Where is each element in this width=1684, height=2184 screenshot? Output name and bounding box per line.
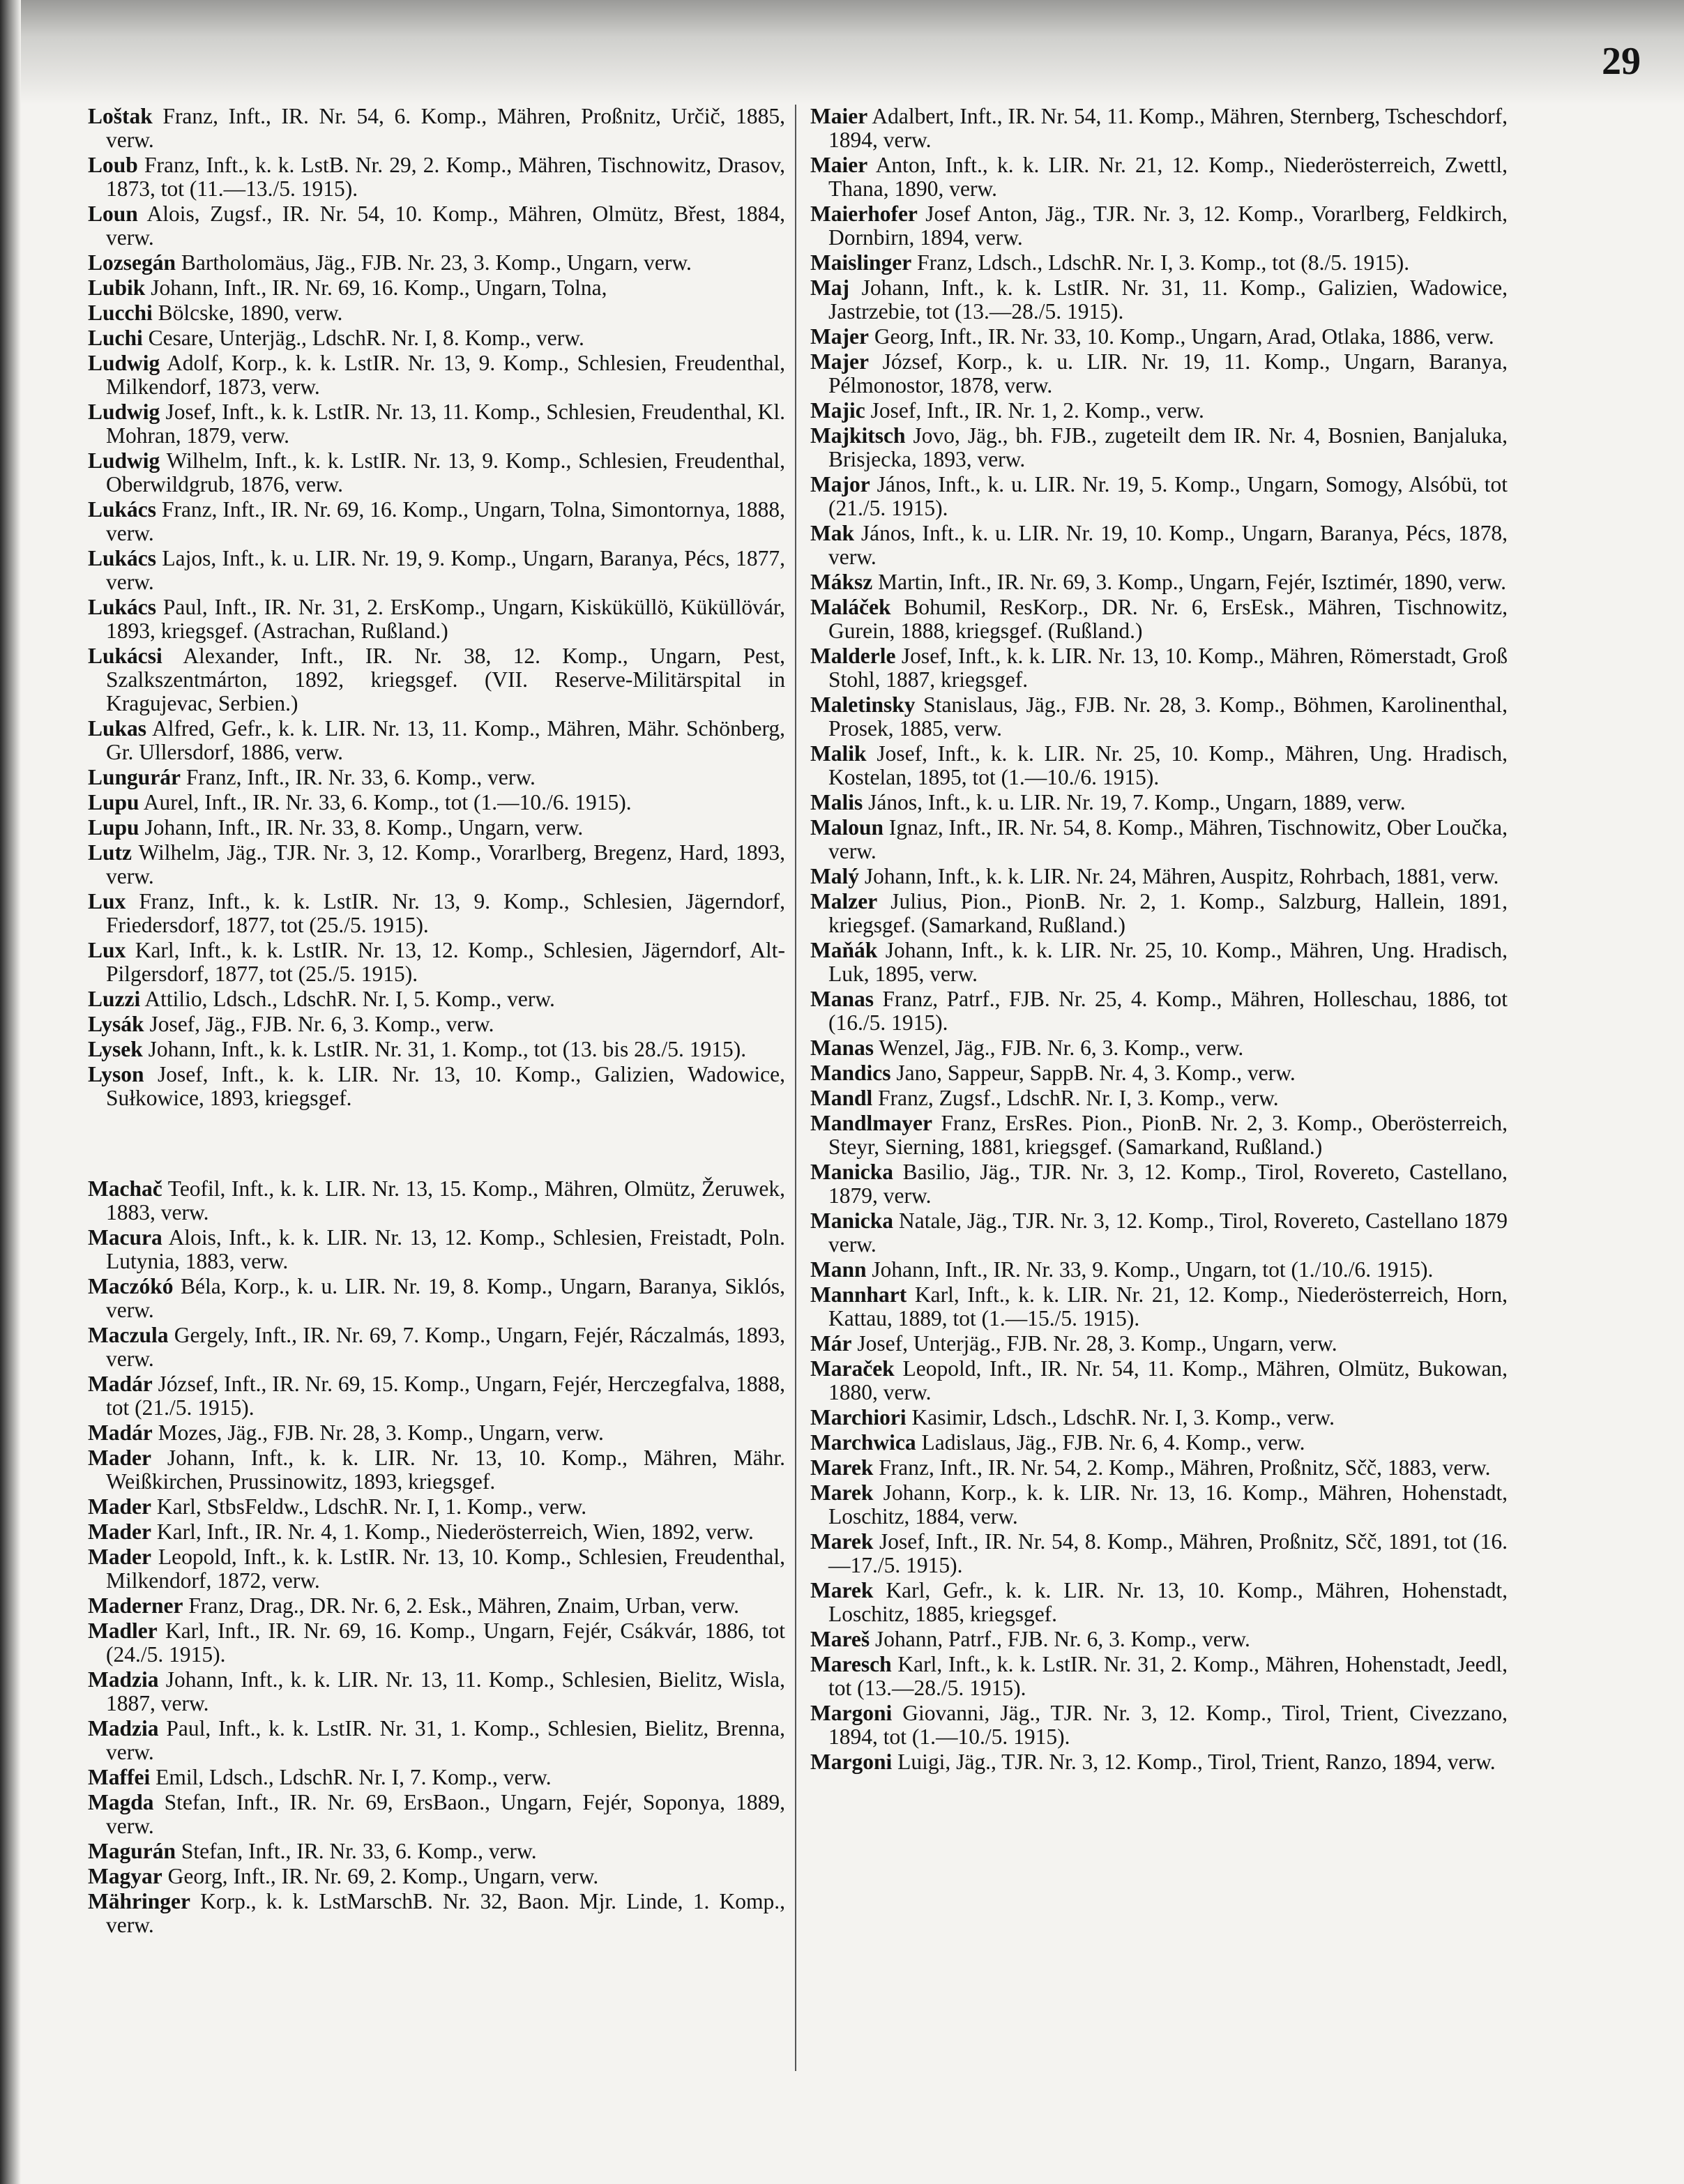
scan-shadow-top xyxy=(0,0,1684,105)
entry-surname: Lupu xyxy=(88,815,139,840)
entry-details: Natale, Jäg., TJR. Nr. 3, 12. Komp., Tirol, Rovereto, Castellano 1879 verw. xyxy=(828,1208,1508,1257)
entry-details: Alfred, Gefr., k. k. LIR. Nr. 13, 11. Komp., Mähren, Mähr. Schönberg, Gr. Ullersdorf, 1886, verw. xyxy=(106,716,786,764)
entry-surname: Lyson xyxy=(88,1062,144,1086)
entry-details: Béla, Korp., k. u. LIR. Nr. 19, 8. Komp., Ungarn, Baranya, Siklós, verw. xyxy=(106,1274,785,1322)
list-entry xyxy=(810,350,1508,397)
left-column xyxy=(88,105,785,1939)
list-entry xyxy=(88,449,785,496)
entry-surname: Manas xyxy=(810,1036,874,1060)
entry-details: Wilhelm, Jäg., TJR. Nr. 3, 12. Komp., Vorarlberg, Bregenz, Hard, 1893, verw. xyxy=(106,840,785,888)
entry-details: Wilhelm, Inft., k. k. LstIR. Nr. 13, 9. Komp., Schlesien, Freudenthal, Oberwildgrub, 1876, verw. xyxy=(106,448,785,496)
entry-surname: Lukácsi xyxy=(88,644,162,668)
entry-details: Martin, Inft., IR. Nr. 69, 3. Komp., Ungarn, Fejér, Isztimér, 1890, verw. xyxy=(878,570,1507,594)
list-entry xyxy=(810,251,1508,275)
entry-details: Gergely, Inft., IR. Nr. 69, 7. Komp., Ungarn, Fejér, Ráczalmás, 1893, verw. xyxy=(106,1323,786,1371)
entry-details: Josef, Inft., k. k. LIR. Nr. 13, 10. Komp., Mähren, Römerstadt, Groß Stohl, 1887, kriegsgef. xyxy=(828,644,1508,692)
entry-details: Stefan, Inft., IR. Nr. 33, 6. Komp., verw. xyxy=(181,1839,537,1863)
entry-surname: Madár xyxy=(88,1372,153,1396)
entry-details: Alois, Inft., k. k. LIR. Nr. 13, 12. Komp., Schlesien, Freistadt, Poln. Lutynia, 1883, verw. xyxy=(106,1225,786,1273)
list-entry xyxy=(810,1332,1508,1356)
entry-surname: Marek xyxy=(810,1480,874,1505)
entry-details: Franz, Inft., k. k. LstB. Nr. 29, 2. Komp., Mähren, Tischnowitz, Drasov, 1873, tot (11.—13./5. 1915). xyxy=(106,153,786,201)
list-entry xyxy=(88,766,785,789)
list-entry xyxy=(810,791,1508,814)
list-entry xyxy=(88,1520,785,1544)
entry-details: Cesare, Unterjäg., LdschR. Nr. I, 8. Komp., verw. xyxy=(148,326,584,350)
entry-surname: Mannhart xyxy=(810,1282,907,1307)
entry-details: Franz, Inft., IR. Nr. 69, 16. Komp., Ungarn, Tolna, Simontornya, 1888, verw. xyxy=(106,497,786,545)
entry-surname: Maletinsky xyxy=(810,692,916,717)
entry-surname: Malderle xyxy=(810,644,896,668)
entry-surname: Madzia xyxy=(88,1716,159,1741)
entry-surname: Lucchi xyxy=(88,301,153,325)
list-entry xyxy=(88,1619,785,1667)
entry-details: Lajos, Inft., k. u. LIR. Nr. 19, 9. Komp., Ungarn, Baranya, Pécs, 1877, verw. xyxy=(106,546,785,594)
list-entry xyxy=(88,1890,785,1937)
list-entry xyxy=(88,1495,785,1519)
entry-surname: Maczókó xyxy=(88,1274,174,1298)
list-entry xyxy=(88,202,785,250)
list-entry xyxy=(88,153,785,201)
entry-details: Aurel, Inft., IR. Nr. 33, 6. Komp., tot (1.—10./6. 1915). xyxy=(143,790,632,814)
list-entry xyxy=(88,1372,785,1420)
list-entry xyxy=(810,1283,1508,1330)
list-entry xyxy=(810,1258,1508,1282)
list-entry xyxy=(88,939,785,986)
entry-details: Julius, Pion., PionB. Nr. 2, 1. Komp., Salzburg, Hallein, 1891, kriegsgef. (Samarkand, Rußland.) xyxy=(828,889,1508,937)
list-entry xyxy=(810,1579,1508,1626)
entry-surname: Lubik xyxy=(88,275,146,300)
entry-details: Johann, Inft., k. k. LIR. Nr. 13, 11. Komp., Schlesien, Bielitz, Wisla, 1887, verw. xyxy=(106,1667,785,1715)
list-entry xyxy=(88,1421,785,1445)
entry-details: Josef, Inft., k. k. LIR. Nr. 25, 10. Komp., Mähren, Ung. Hradisch, Kostelan, 1895, tot (1.—10./6. 1915). xyxy=(828,741,1508,789)
entry-details: Bartholomäus, Jäg., FJB. Nr. 23, 3. Komp., Ungarn, verw. xyxy=(181,250,692,275)
entry-details: Kasimir, Ldsch., LdschR. Nr. I, 3. Komp., verw. xyxy=(911,1405,1335,1430)
list-entry xyxy=(810,1112,1508,1159)
entry-surname: Madler xyxy=(88,1618,158,1643)
entry-surname: Majer xyxy=(810,349,869,374)
entry-surname: Majer xyxy=(810,324,869,349)
entry-details: Johann, Inft., IR. Nr. 33, 8. Komp., Ungarn, verw. xyxy=(144,815,584,840)
entry-details: Jano, Sappeur, SappB. Nr. 4, 3. Komp., verw. xyxy=(896,1061,1296,1085)
list-entry xyxy=(88,351,785,399)
entry-surname: Maislinger xyxy=(810,250,912,275)
entry-details: Alexander, Inft., IR. Nr. 38, 12. Komp., Ungarn, Pest, Szalkszentmárton, 1892, kriegsgef. (VII. Reserve-Militärspital in Kragujevac, Serbien.) xyxy=(106,644,786,715)
entry-surname: Mandlmayer xyxy=(810,1111,932,1135)
list-entry xyxy=(810,644,1508,692)
entry-surname: Maierhofer xyxy=(810,202,918,226)
entry-surname: Maresch xyxy=(810,1652,892,1676)
entry-surname: Mandl xyxy=(810,1086,873,1110)
entry-surname: Magurán xyxy=(88,1839,176,1863)
list-entry xyxy=(810,693,1508,741)
list-entry xyxy=(88,547,785,594)
entry-surname: Lupu xyxy=(88,790,139,814)
list-entry xyxy=(810,1061,1508,1085)
section-gap xyxy=(88,1112,785,1177)
entry-surname: Loub xyxy=(88,153,138,177)
list-entry xyxy=(88,791,785,814)
list-entry xyxy=(810,1357,1508,1404)
entry-details: Johann, Inft., k. k. LIR. Nr. 25, 10. Komp., Mähren, Ung. Hradisch, Luk, 1895, verw. xyxy=(828,938,1508,986)
entry-details: Karl, Inft., IR. Nr. 69, 16. Komp., Ungarn, Fejér, Csákvár, 1886, tot (24./5. 1915). xyxy=(106,1618,785,1667)
list-entry xyxy=(810,1036,1508,1060)
entry-surname: Manas xyxy=(810,987,874,1011)
entry-surname: Majic xyxy=(810,398,865,423)
list-entry xyxy=(88,400,785,448)
list-entry xyxy=(810,1160,1508,1208)
entry-details: Josef, Inft., IR. Nr. 54, 8. Komp., Mähren, Proßnitz, Sčč, 1891, tot (16.—17./5. 1915). xyxy=(828,1529,1508,1577)
list-entry xyxy=(88,1063,785,1110)
entry-surname: Loun xyxy=(88,202,138,226)
entry-details: Karl, Inft., k. k. LIR. Nr. 21, 12. Komp., Niederösterreich, Horn, Kattau, 1889, tot (1.—15./5. 1915). xyxy=(828,1282,1508,1330)
list-entry xyxy=(88,498,785,545)
entry-surname: Maňák xyxy=(810,938,878,962)
entry-details: Franz, Inft., IR. Nr. 54, 2. Komp., Mähren, Proßnitz, Sčč, 1883, verw. xyxy=(879,1455,1491,1480)
entry-surname: Mandics xyxy=(810,1061,891,1085)
entry-details: Adalbert, Inft., IR. Nr. 54, 11. Komp., Mähren, Sternberg, Tscheschdorf, 1894, verw. xyxy=(828,104,1508,152)
entry-details: Leopold, Inft., k. k. LstIR. Nr. 13, 10. Komp., Schlesien, Freudenthal, Milkendorf, 1872, verw. xyxy=(106,1545,786,1593)
list-entry xyxy=(810,1406,1508,1430)
entry-details: Adolf, Korp., k. k. LstIR. Nr. 13, 9. Komp., Schlesien, Freudenthal, Milkendorf, 1873, verw. xyxy=(106,351,785,399)
entry-surname: Lutz xyxy=(88,840,132,865)
page-number: 29 xyxy=(1602,40,1641,83)
entry-details: Johann, Inft., k. k. LstIR. Nr. 31, 11. Komp., Galizien, Wadowice, Jastrzebie, tot (13.—28./5. 1915). xyxy=(828,275,1508,324)
entry-details: Franz, Inft., IR. Nr. 33, 6. Komp., verw. xyxy=(185,765,536,789)
list-entry xyxy=(810,1653,1508,1700)
entry-surname: Lukas xyxy=(88,716,147,741)
entry-surname: Maraček xyxy=(810,1356,895,1381)
entry-details: Attilio, Ldsch., LdschR. Nr. I, 5. Komp., verw. xyxy=(144,987,555,1011)
entry-details: Josef, Jäg., FJB. Nr. 6, 3. Komp., verw. xyxy=(149,1012,494,1036)
list-entry xyxy=(88,1791,785,1838)
entry-surname: Major xyxy=(810,472,870,496)
list-entry xyxy=(810,1431,1508,1455)
list-entry xyxy=(810,890,1508,937)
entry-surname: Maj xyxy=(810,275,849,300)
entry-surname: Lysek xyxy=(88,1037,143,1061)
entry-surname: Ludwig xyxy=(88,351,160,375)
entry-details: Leopold, Inft., IR. Nr. 54, 11. Komp., Mähren, Olmütz, Bukowan, 1880, verw. xyxy=(828,1356,1508,1404)
list-entry xyxy=(810,325,1508,349)
list-entry xyxy=(810,424,1508,471)
entry-details: József, Inft., IR. Nr. 69, 15. Komp., Ungarn, Fejér, Herczegfalva, 1888, tot (21./5. 1915). xyxy=(106,1372,785,1420)
entry-details: Josef, Unterjäg., FJB. Nr. 28, 3. Komp., Ungarn, verw. xyxy=(857,1331,1337,1356)
entry-surname: Maderner xyxy=(88,1593,183,1618)
list-entry xyxy=(88,1668,785,1715)
list-entry xyxy=(88,987,785,1011)
list-entry xyxy=(88,1717,785,1764)
list-entry xyxy=(88,1226,785,1273)
list-entry xyxy=(810,1701,1508,1749)
entry-surname: Mader xyxy=(88,1494,151,1519)
list-entry xyxy=(88,105,785,152)
entry-surname: Macura xyxy=(88,1225,162,1250)
entry-details: Teofil, Inft., k. k. LIR. Nr. 13, 15. Komp., Mähren, Olmütz, Žeruwek, 1883, verw. xyxy=(106,1176,785,1224)
entry-details: Stanislaus, Jäg., FJB. Nr. 28, 3. Komp., Böhmen, Karolinenthal, Prosek, 1885, verw. xyxy=(828,692,1508,741)
entry-details: Karl, Inft., k. k. LstIR. Nr. 31, 2. Komp., Mähren, Hohenstadt, Jeedl, tot (13.—28./5. 1915). xyxy=(828,1652,1508,1700)
entry-details: Karl, Inft., IR. Nr. 4, 1. Komp., Niederösterreich, Wien, 1892, verw. xyxy=(156,1519,754,1544)
entry-surname: Mann xyxy=(810,1257,867,1282)
entry-surname: Magyar xyxy=(88,1864,162,1888)
list-entry xyxy=(88,326,785,350)
entry-details: Paul, Inft., IR. Nr. 31, 2. ErsKomp., Ungarn, Kisküküllö, Küküllövár, 1893, kriegsgef. (Astrachan, Rußland.) xyxy=(106,595,785,643)
list-entry xyxy=(88,276,785,300)
entry-details: Giovanni, Jäg., TJR. Nr. 3, 12. Komp., Tirol, Trient, Civezzano, 1894, tot (1.—10./5. 1915). xyxy=(828,1701,1508,1749)
right-column xyxy=(810,105,1508,1775)
entry-surname: Madár xyxy=(88,1420,153,1445)
entry-surname: Majkitsch xyxy=(810,423,906,448)
entry-surname: Magda xyxy=(88,1790,154,1814)
list-entry xyxy=(810,522,1508,569)
entry-details: Emil, Ldsch., LdschR. Nr. I, 7. Komp., verw. xyxy=(155,1765,552,1789)
column-divider xyxy=(795,105,796,2071)
entry-details: Franz, Patrf., FJB. Nr. 25, 4. Komp., Mähren, Holleschau, 1886, tot (16./5. 1915). xyxy=(828,987,1508,1035)
entry-surname: Machač xyxy=(88,1176,162,1201)
entry-details: Jovo, Jäg., bh. FJB., zugeteilt dem IR. Nr. 4, Bosnien, Banjaluka, Brisjecka, 1893, verw. xyxy=(828,423,1508,471)
list-entry xyxy=(88,1324,785,1371)
list-entry xyxy=(810,473,1508,520)
entry-details: János, Inft., k. u. LIR. Nr. 19, 7. Komp., Ungarn, 1889, verw. xyxy=(868,790,1406,814)
entry-surname: Marchwica xyxy=(810,1430,916,1455)
entry-surname: Maffei xyxy=(88,1765,151,1789)
entry-surname: Máksz xyxy=(810,570,873,594)
entry-surname: Mader xyxy=(88,1519,151,1544)
entry-surname: Maloun xyxy=(810,815,884,840)
list-entry xyxy=(88,816,785,840)
list-entry xyxy=(810,202,1508,250)
entry-surname: Mareš xyxy=(810,1627,870,1651)
list-entry xyxy=(88,596,785,643)
entry-details: Franz, ErsRes. Pion., PionB. Nr. 2, 3. Komp., Oberösterreich, Steyr, Sierning, 1881, kriegsgef. (Samarkand, Rußland.) xyxy=(828,1111,1508,1159)
entry-surname: Ludwig xyxy=(88,400,160,424)
entry-surname: Marek xyxy=(810,1578,874,1602)
entry-surname: Marek xyxy=(810,1455,874,1480)
entry-surname: Mader xyxy=(88,1545,151,1569)
list-entry xyxy=(88,301,785,325)
list-entry xyxy=(810,865,1508,888)
list-entry xyxy=(810,153,1508,201)
entry-surname: Maláček xyxy=(810,595,891,619)
entry-surname: Maczula xyxy=(88,1323,169,1347)
entry-surname: Luchi xyxy=(88,326,143,350)
entry-details: Georg, Inft., IR. Nr. 69, 2. Komp., Ungarn, verw. xyxy=(167,1864,599,1888)
list-entry xyxy=(88,1013,785,1036)
entry-details: Franz, Ldsch., LdschR. Nr. I, 3. Komp., tot (8./5. 1915). xyxy=(917,250,1410,275)
entry-details: Karl, Inft., k. k. LstIR. Nr. 13, 12. Komp., Schlesien, Jägerndorf, Alt-Pilgersdorf, 1877, tot (25./5. 1915). xyxy=(106,938,786,986)
entry-details: Franz, Inft., k. k. LstIR. Nr. 13, 9. Komp., Schlesien, Jägerndorf, Friedersdorf, 1877, tot (25./5. 1915). xyxy=(106,889,785,937)
entry-surname: Lukács xyxy=(88,595,157,619)
list-entry xyxy=(88,1275,785,1322)
list-entry xyxy=(88,251,785,275)
entry-details: Basilio, Jäg., TJR. Nr. 3, 12. Komp., Tirol, Rovereto, Castellano, 1879, verw. xyxy=(828,1160,1508,1208)
entry-details: Georg, Inft., IR. Nr. 33, 10. Komp., Ungarn, Arad, Otlaka, 1886, verw. xyxy=(874,324,1494,349)
entry-details: Johann, Inft., k. k. LIR. Nr. 24, Mähren, Auspitz, Rohrbach, 1881, verw. xyxy=(864,864,1499,888)
list-entry xyxy=(88,644,785,715)
entry-surname: Lux xyxy=(88,889,126,913)
list-entry xyxy=(88,1545,785,1593)
list-entry xyxy=(88,1594,785,1618)
entry-details: Josef, Inft., IR. Nr. 1, 2. Komp., verw. xyxy=(870,398,1204,423)
entry-surname: Manicka xyxy=(810,1160,894,1184)
entry-surname: Malik xyxy=(810,741,867,766)
entry-surname: Marchiori xyxy=(810,1405,907,1430)
entry-details: Franz, Drag., DR. Nr. 6, 2. Esk., Mähren, Znaim, Urban, verw. xyxy=(188,1593,739,1618)
entry-surname: Maier xyxy=(810,153,868,177)
entry-details: Ladislaus, Jäg., FJB. Nr. 6, 4. Komp., verw. xyxy=(921,1430,1305,1455)
list-entry xyxy=(88,1038,785,1061)
entry-details: János, Inft., k. u. LIR. Nr. 19, 5. Komp., Ungarn, Somogy, Alsóbü, tot (21./5. 1915). xyxy=(828,472,1508,520)
list-entry xyxy=(810,1086,1508,1110)
list-entry xyxy=(810,1628,1508,1651)
entry-details: Johann, Inft., k. k. LIR. Nr. 13, 10. Komp., Mähren, Mähr. Weißkirchen, Prussinowitz, 1893, kriegsgef. xyxy=(106,1446,786,1494)
entry-details: Johann, Inft., IR. Nr. 33, 9. Komp., Ungarn, tot (1./10./6. 1915). xyxy=(872,1257,1434,1282)
entry-surname: Malzer xyxy=(810,889,878,913)
entry-details: Bohumil, ResKorp., DR. Nr. 6, ErsEsk., Mähren, Tischnowitz, Gurein, 1888, kriegsgef. (Rußland.) xyxy=(828,595,1508,643)
entry-details: Franz, Zugsf., LdschR. Nr. I, 3. Komp., verw. xyxy=(878,1086,1279,1110)
list-entry xyxy=(810,596,1508,643)
entry-surname: Margoni xyxy=(810,1750,893,1774)
entry-details: János, Inft., k. u. LIR. Nr. 19, 10. Komp., Ungarn, Baranya, Pécs, 1878, verw. xyxy=(828,521,1508,569)
entry-details: Josef, Inft., k. k. LstIR. Nr. 13, 11. Komp., Schlesien, Freudenthal, Kl. Mohran, 1879, verw. xyxy=(106,400,786,448)
entry-details: Alois, Zugsf., IR. Nr. 54, 10. Komp., Mähren, Olmütz, Břest, 1884, verw. xyxy=(106,202,786,250)
entry-details: Josef, Inft., k. k. LIR. Nr. 13, 10. Komp., Galizien, Wadowice, Sułkowice, 1893, kriegsgef. xyxy=(106,1062,785,1110)
entry-details: Johann, Patrf., FJB. Nr. 6, 3. Komp., verw. xyxy=(875,1627,1250,1651)
entry-details: Mozes, Jäg., FJB. Nr. 28, 3. Komp., Ungarn, verw. xyxy=(158,1420,604,1445)
entry-details: Paul, Inft., k. k. LstIR. Nr. 31, 1. Komp., Schlesien, Bielitz, Brenna, verw. xyxy=(106,1716,786,1764)
list-entry xyxy=(810,1750,1508,1774)
list-entry xyxy=(810,939,1508,986)
entry-surname: Luzzi xyxy=(88,987,141,1011)
entry-surname: Malý xyxy=(810,864,859,888)
entry-surname: Margoni xyxy=(810,1701,893,1725)
entry-surname: Mähringer xyxy=(88,1889,190,1913)
list-entry xyxy=(88,1865,785,1888)
entry-details: Josef Anton, Jäg., TJR. Nr. 3, 12. Komp., Vorarlberg, Feldkirch, Dornbirn, 1894, verw. xyxy=(828,202,1508,250)
entry-surname: Már xyxy=(810,1331,852,1356)
list-entry xyxy=(88,1177,785,1224)
entry-details: Luigi, Jäg., TJR. Nr. 3, 12. Komp., Tirol, Trient, Ranzo, 1894, verw. xyxy=(897,1750,1496,1774)
list-entry xyxy=(88,890,785,937)
entry-details: Johann, Korp., k. k. LIR. Nr. 13, 16. Komp., Mähren, Hohenstadt, Loschitz, 1884, verw. xyxy=(828,1480,1508,1529)
list-entry xyxy=(810,276,1508,324)
entry-surname: Maier xyxy=(810,104,868,128)
entry-surname: Manicka xyxy=(810,1208,894,1233)
entry-surname: Ludwig xyxy=(88,448,160,473)
entry-details: Ignaz, Inft., IR. Nr. 54, 8. Komp., Mähren, Tischnowitz, Ober Loučka, verw. xyxy=(828,815,1508,863)
entry-details: Franz, Inft., IR. Nr. 54, 6. Komp., Mähren, Proßnitz, Určič, 1885, verw. xyxy=(106,104,786,152)
entry-surname: Marek xyxy=(810,1529,874,1554)
entry-details: Johann, Inft., IR. Nr. 69, 16. Komp., Ungarn, Tolna, xyxy=(151,275,607,300)
entry-details: József, Korp., k. u. LIR. Nr. 19, 11. Komp., Ungarn, Baranya, Pélmonostor, 1878, verw. xyxy=(828,349,1508,397)
list-entry xyxy=(88,1446,785,1494)
entry-surname: Mader xyxy=(88,1446,151,1470)
list-entry xyxy=(810,1481,1508,1529)
list-entry xyxy=(810,1530,1508,1577)
entry-surname: Lux xyxy=(88,938,126,962)
list-entry xyxy=(88,1840,785,1863)
entry-details: Karl, Gefr., k. k. LIR. Nr. 13, 10. Komp., Mähren, Hohenstadt, Loschitz, 1885, kriegsgef. xyxy=(828,1578,1508,1626)
entry-surname: Lungurár xyxy=(88,765,181,789)
entry-surname: Malis xyxy=(810,790,863,814)
entry-surname: Madzia xyxy=(88,1667,159,1692)
list-entry xyxy=(810,1456,1508,1480)
list-entry xyxy=(810,816,1508,863)
entry-surname: Lukács xyxy=(88,497,157,522)
entry-details: Korp., k. k. LstMarschB. Nr. 32, Baon. Mjr. Linde, 1. Komp., verw. xyxy=(106,1889,785,1937)
entry-details: Anton, Inft., k. k. LIR. Nr. 21, 12. Komp., Niederösterreich, Zwettl, Thana, 1890, verw. xyxy=(828,153,1508,201)
list-entry xyxy=(88,717,785,764)
list-entry xyxy=(810,105,1508,152)
list-entry xyxy=(88,841,785,888)
entry-details: Stefan, Inft., IR. Nr. 69, ErsBaon., Ungarn, Fejér, Soponya, 1889, verw. xyxy=(106,1790,785,1838)
list-entry xyxy=(810,742,1508,789)
list-entry xyxy=(810,987,1508,1035)
list-entry xyxy=(810,570,1508,594)
entry-details: Karl, StbsFeldw., LdschR. Nr. I, 1. Komp., verw. xyxy=(156,1494,587,1519)
list-entry xyxy=(88,1766,785,1789)
entry-surname: Loštak xyxy=(88,104,153,128)
list-entry xyxy=(810,1209,1508,1257)
entry-details: Wenzel, Jäg., FJB. Nr. 6, 3. Komp., verw. xyxy=(879,1036,1244,1060)
list-entry xyxy=(810,399,1508,423)
entry-surname: Mak xyxy=(810,521,854,545)
entry-surname: Lukács xyxy=(88,546,157,570)
entry-surname: Lysák xyxy=(88,1012,144,1036)
entry-details: Bölcske, 1890, verw. xyxy=(158,301,343,325)
entry-details: Johann, Inft., k. k. LstIR. Nr. 31, 1. Komp., tot (13. bis 28./5. 1915). xyxy=(148,1037,747,1061)
scan-shadow-left xyxy=(0,0,21,2184)
entry-surname: Lozsegán xyxy=(88,250,176,275)
